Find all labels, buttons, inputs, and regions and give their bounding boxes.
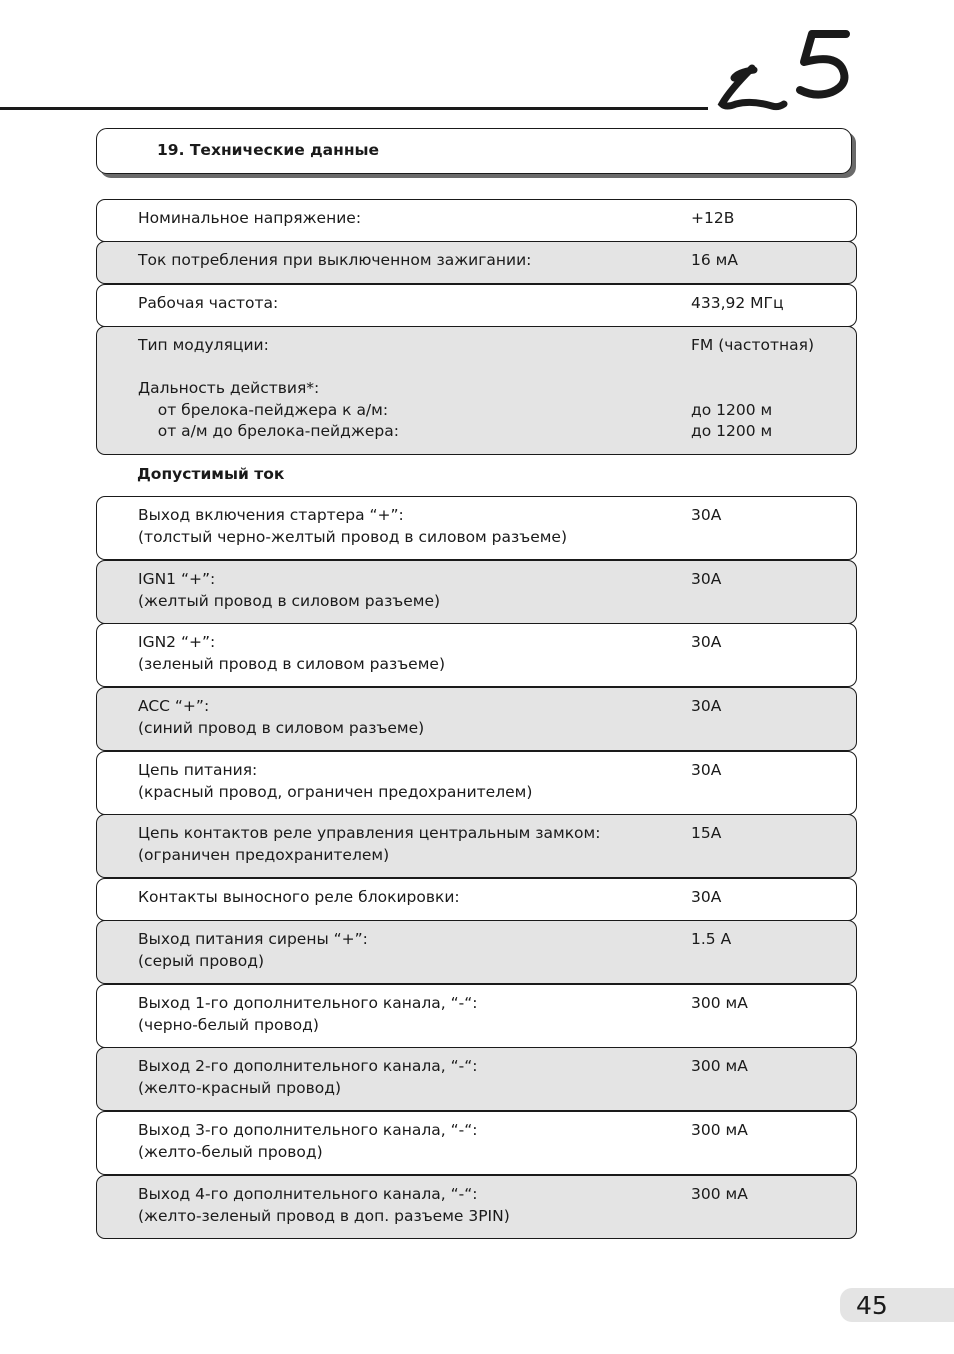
spec-value: FM (частотная) до 1200 м до 1200 м [691, 336, 814, 440]
current-row [96, 920, 857, 984]
spec-row [96, 284, 857, 327]
current-value: 300 мА [691, 1057, 748, 1075]
current-label: Контакты выносного реле блокировки: [138, 888, 460, 906]
current-label: Выход 2-го дополнительного канала, “-“: (желто-красный провод) [138, 1057, 478, 1097]
current-value: 15А [691, 824, 722, 842]
current-row [96, 984, 857, 1048]
current-row [96, 560, 857, 624]
current-value: 1.5 А [691, 930, 732, 948]
current-label: Выход включения стартера “+”: (толстый черно-желтый провод в силовом разъеме) [138, 506, 568, 546]
current-label: ACC “+”: (синий провод в силовом разъеме) [138, 697, 425, 737]
current-value: 30А [691, 570, 722, 588]
current-label: Выход 4-го дополнительного канала, “-“: (желто-зеленый провод в доп. разъеме 3PIN) [138, 1185, 510, 1225]
page-number: 45 [856, 1291, 888, 1320]
current-row [96, 496, 857, 560]
current-value: 30А [691, 697, 722, 715]
current-label: IGN2 “+”: (зеленый провод в силовом разъеме) [138, 633, 445, 673]
brand-logo [716, 24, 858, 120]
current-label: Выход 1-го дополнительного канала, “-“: (черно-белый провод) [138, 994, 478, 1034]
current-row [96, 814, 857, 878]
current-row [96, 1111, 857, 1175]
spec-row [96, 199, 857, 242]
spec-label: Рабочая частота: [138, 294, 279, 312]
header-rule [0, 107, 708, 110]
spec-value: +12В [691, 209, 735, 227]
current-row [96, 687, 857, 751]
spec-label: Номинальное напряжение: [138, 209, 362, 227]
current-value: 300 мА [691, 994, 748, 1012]
current-row [96, 751, 857, 815]
spec-label: Тип модуляции: Дальность действия*: от брелока-пейджера к а/м: от а/м до брелока-пейджера: [138, 336, 399, 440]
current-label: Цепь питания: (красный провод, ограничен предохранителем) [138, 761, 533, 801]
current-label: Выход 3-го дополнительного канала, “-“: (желто-белый провод) [138, 1121, 478, 1161]
spec-row [96, 241, 857, 284]
page-number-tab [840, 1288, 954, 1322]
spec-row [96, 326, 857, 455]
subsection-title: Допустимый ток [137, 465, 285, 483]
current-row [96, 623, 857, 687]
spec-value: 16 мА [691, 251, 738, 269]
spec-value: 433,92 МГц [691, 294, 784, 312]
current-value: 300 мА [691, 1121, 748, 1139]
current-value: 30А [691, 506, 722, 524]
section-title: 19. Технические данные [157, 141, 380, 159]
section-header [96, 128, 852, 174]
current-label: IGN1 “+”: (желтый провод в силовом разъеме) [138, 570, 441, 610]
current-row [96, 1047, 857, 1111]
current-value: 30А [691, 633, 722, 651]
current-value: 30А [691, 761, 722, 779]
current-row [96, 878, 857, 921]
current-row [96, 1175, 857, 1239]
spec-label: Ток потребления при выключенном зажигании: [138, 251, 532, 269]
current-label: Выход питания сирены “+”: (серый провод) [138, 930, 368, 970]
current-label: Цепь контактов реле управления центральным замком: (ограничен предохранителем) [138, 824, 601, 864]
current-value: 300 мА [691, 1185, 748, 1203]
current-value: 30А [691, 888, 722, 906]
